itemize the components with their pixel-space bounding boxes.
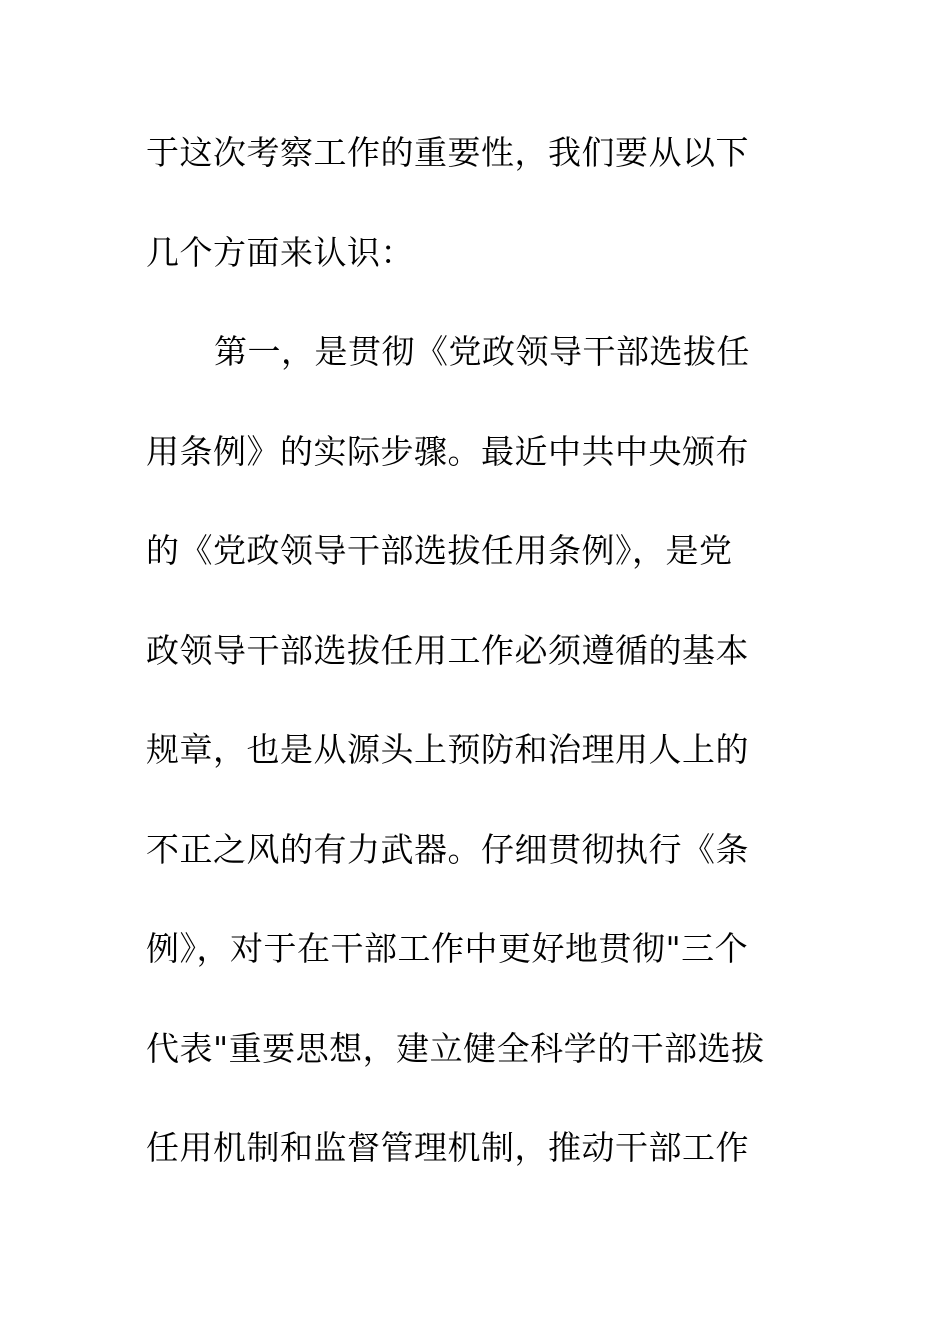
text-line: 例》，对于在干部工作中更好地贯彻"三个 [146,929,749,968]
text-line: 不正之风的有力武器。仔细贯彻执行《条 [146,829,749,869]
text-line: 政领导干部选拔任用工作必须遵循的基本 [146,630,749,670]
text-line: 用条例》的实际步骤。最近中共中央颁布 [146,431,749,471]
text-line: 代表"重要思想，建立健全科学的干部选拔 [146,1028,765,1068]
text-line: 的《党政领导干部选拔任用条例》，是党 [146,531,733,570]
text-line: 规章，也是从源头上预防和治理用人上的 [146,730,749,769]
text-line: 几个方面来认识： [146,232,414,272]
paragraph-start-line: 第一，是贯彻《党政领导干部选拔任 [214,332,750,371]
text-line: 任用机制和监督管理机制，推动干部工作 [146,1128,749,1167]
text-line: 于这次考察工作的重要性，我们要从以下 [146,133,749,172]
body-text [146,127,806,1222]
